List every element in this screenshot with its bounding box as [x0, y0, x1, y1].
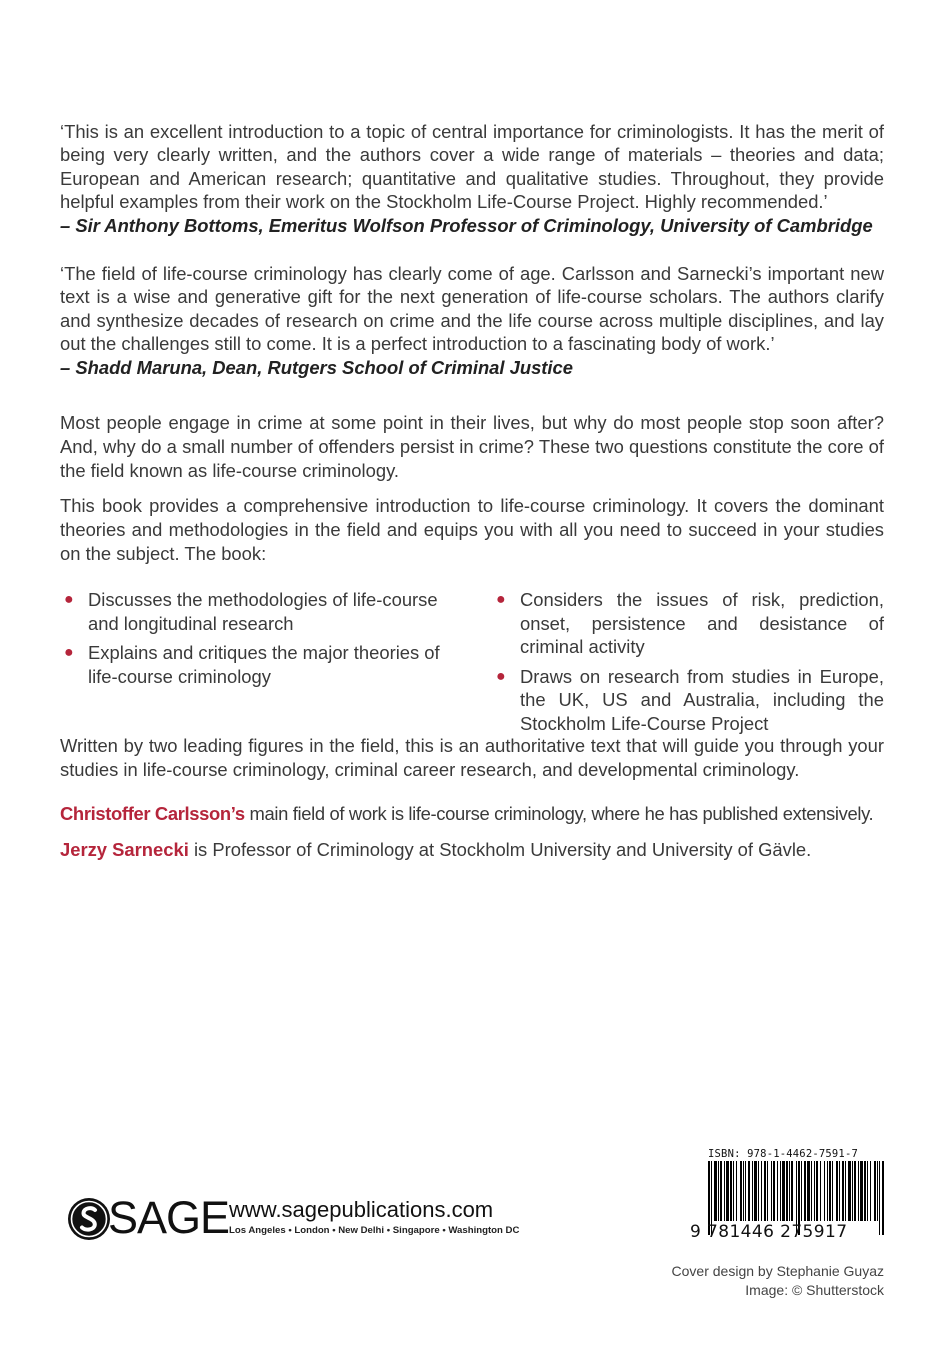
publisher-name: SAGE: [108, 1192, 230, 1243]
barcode-bar: [733, 1161, 734, 1221]
barcode-bar: [789, 1161, 790, 1221]
author-bio-1: [60, 802, 873, 826]
barcode-bar: [854, 1161, 856, 1221]
barcode-bar: [870, 1161, 871, 1221]
author-name: Jerzy Sarnecki: [60, 839, 189, 860]
barcode-bar: [740, 1161, 742, 1221]
barcode-bar: [836, 1161, 838, 1221]
author-bio-text: is Professor of Criminology at Stockholm University and University of Gävle.: [188, 839, 812, 860]
barcode-bar: [848, 1161, 851, 1221]
endorsement-quote-1: [60, 120, 884, 237]
barcode-bar: [714, 1161, 717, 1221]
author-bio-2: [60, 838, 811, 862]
barcode-bar: [832, 1161, 833, 1221]
barcode-bar: [879, 1161, 880, 1235]
image-credit: Image: © Shutterstock: [745, 1282, 884, 1298]
description-paragraph-3: Written by two leading figures in the field, this is an authoritative text that will guide you through your studies in life-course criminology, criminal career research, and developmental criminology.: [60, 735, 884, 780]
barcode-bar: [718, 1161, 719, 1221]
barcode-bar: [754, 1161, 757, 1221]
barcode-bar: [807, 1161, 810, 1221]
barcode-bar: [852, 1161, 853, 1221]
author-name: Christoffer Carlsson’s: [60, 803, 245, 824]
barcode-bar: [829, 1161, 831, 1221]
barcode-bar: [845, 1161, 846, 1221]
feature-list-left: [60, 588, 455, 694]
barcode-bar: [874, 1161, 876, 1221]
barcode-bar: [791, 1161, 793, 1221]
barcode-bar: [877, 1161, 878, 1221]
barcode-bar: [752, 1161, 753, 1221]
barcode-bar: [726, 1161, 729, 1221]
barcode-bar: [864, 1161, 866, 1221]
barcode-bar: [839, 1161, 840, 1221]
barcode-bar: [758, 1161, 759, 1221]
cover-design-credit: Cover design by Stephanie Guyaz: [671, 1263, 884, 1279]
barcode-bar: [860, 1161, 863, 1221]
barcode-bar: [761, 1161, 762, 1221]
bullet-icon: ●: [496, 667, 506, 685]
list-item-text: Draws on research from studies in Europe, the UK, US and Australia, including the Stockholm Life-Course Project: [520, 665, 884, 734]
bullet-icon: ●: [496, 591, 506, 608]
barcode-bar: [827, 1161, 828, 1221]
barcode-bar: [771, 1161, 772, 1221]
barcode-bar: [824, 1161, 825, 1221]
barcode-bar: [842, 1161, 844, 1221]
quote-attribution: – Sir Anthony Bottoms, Emeritus Wolfson Professor of Criminology, University of Cambridge: [60, 214, 873, 236]
barcode-bar: [767, 1161, 768, 1221]
list-item: [492, 665, 884, 736]
bullet-icon: ●: [64, 591, 74, 608]
barcode-bar: [745, 1161, 746, 1221]
barcode-digits: 9 781446 275917: [690, 1222, 848, 1242]
barcode-bar: [777, 1161, 778, 1221]
barcode-bar: [814, 1161, 815, 1221]
list-item-text: Discusses the methodologies of life-course and longitudinal research: [88, 589, 438, 634]
publisher-url: www.sagepublications.com: [229, 1197, 494, 1222]
barcode-bar: [867, 1161, 868, 1221]
barcode-bar: [730, 1161, 732, 1221]
description-paragraph-2: This book provides a comprehensive introduction to life-course criminology. It covers the dominant theories and methodologies in the field and equips you with all you need to succeed in your studies on the subject. The book:: [60, 495, 884, 564]
barcode-bar: [786, 1161, 788, 1221]
list-item-text: Considers the issues of risk, prediction, onset, persistence and desistance of criminal activity: [520, 589, 884, 657]
barcode-bar: [858, 1161, 859, 1221]
list-item: [492, 588, 884, 659]
barcode-bar: [820, 1161, 821, 1221]
description-paragraph-1: Most people engage in crime at some point in their lives, but why do most people stop soon after? And, why do a small number of offenders persist in crime? These two questions constitute the core of the field known as life-course criminology.: [60, 412, 884, 481]
barcode-bar: [736, 1161, 737, 1221]
barcode-bar: [773, 1161, 775, 1221]
quote-text: ‘The field of life-course criminology has clearly come of age. Carlsson and Sarnecki’s important new text is a wise and generative gift for the next generation of life-course scholars. The authors clarify and synthesize decades of research on crime and the life course across multiple disciplines, and lay out the challenges still to come. It is a perfect introduction to a fascinating body of work.’: [60, 263, 884, 355]
barcode-bar: [801, 1161, 802, 1221]
barcode-bar: [811, 1161, 812, 1221]
quote-attribution: – Shadd Maruna, Dean, Rutgers School of Criminal Justice: [60, 356, 573, 378]
barcode-bar: [882, 1161, 884, 1235]
barcode-bar: [743, 1161, 744, 1221]
barcode-bar: [804, 1161, 806, 1221]
list-item-text: Explains and critiques the major theories of life-course criminology: [88, 642, 440, 687]
feature-list-right: [492, 588, 884, 741]
bullet-icon: ●: [64, 644, 74, 661]
author-bio-text: main field of work is life-course criminology, where he has published extensively.: [244, 803, 874, 824]
isbn-label: ISBN: 978-1-4462-7591-7: [708, 1148, 858, 1160]
barcode-bar: [780, 1161, 781, 1221]
endorsement-quote-2: [60, 262, 884, 379]
barcode-bar: [748, 1161, 750, 1221]
barcode-bar: [782, 1161, 785, 1221]
publisher-cities: Los Angeles • London • New Delhi • Singapore • Washington DC: [229, 1225, 520, 1236]
quote-text: ‘This is an excellent introduction to a topic of central importance for criminologists. It has the merit of being very clearly written, and the authors cover a wide range of materials – theories and data; European and American research; quantitative and qualitative studies. Throughout, they provide helpful examples from their work on the Stockholm Life-Course Project. Highly recommended.’: [60, 121, 884, 213]
list-item: [60, 588, 455, 635]
barcode-bar: [720, 1161, 722, 1221]
barcode-bar: [724, 1161, 725, 1221]
barcode-bar: [764, 1161, 766, 1221]
list-item: [60, 641, 455, 688]
sage-emblem-icon: [66, 1196, 112, 1242]
barcode-bar: [816, 1161, 818, 1221]
